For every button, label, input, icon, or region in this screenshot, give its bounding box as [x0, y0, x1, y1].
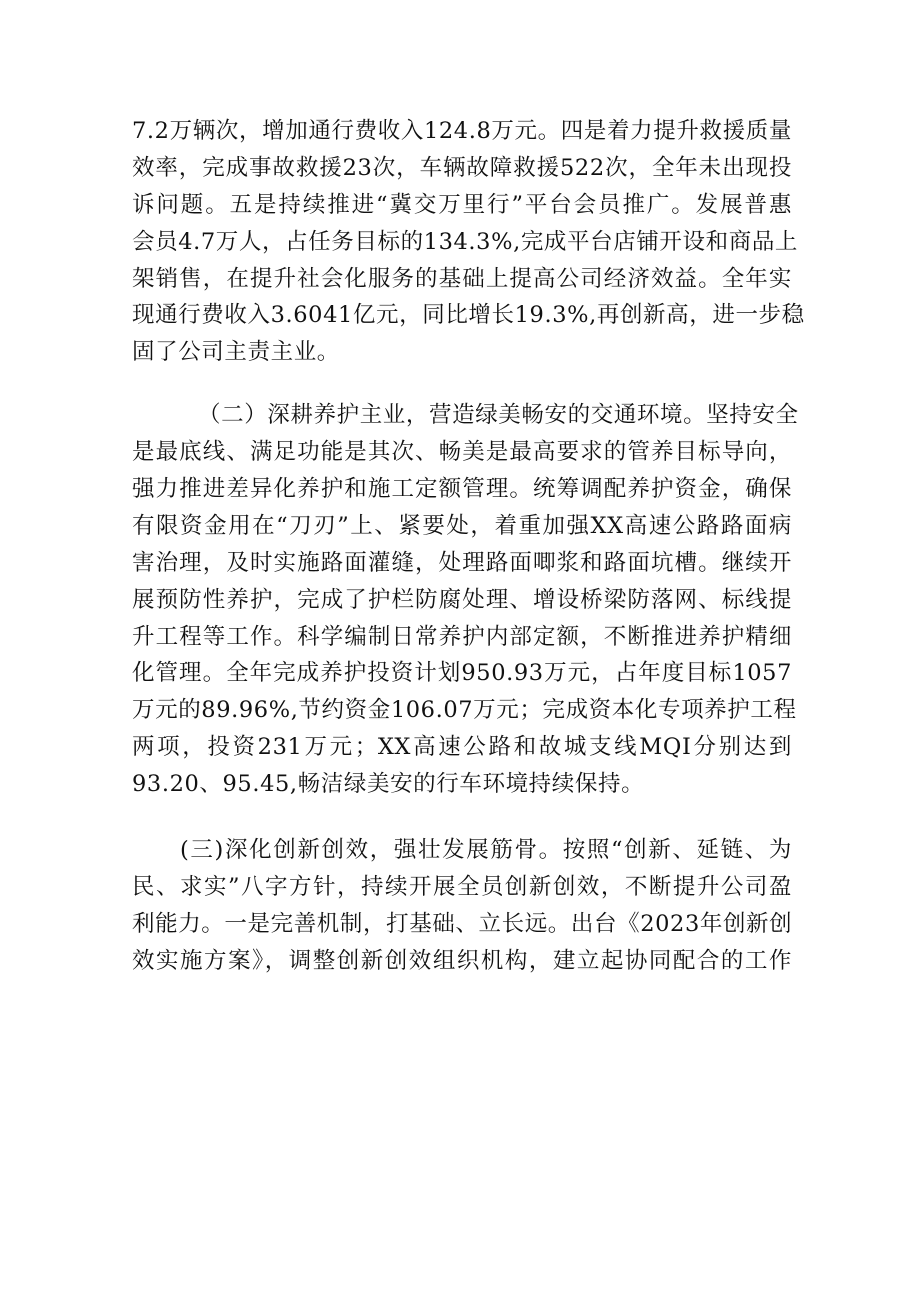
- paragraph-line: 7.2万辆次，增加通行费收入124.8万元。四是着力提升救援质量: [132, 118, 792, 144]
- paragraph-line: 化管理。全年完成养护投资计划950.93万元，占年度目标1057: [132, 660, 792, 687]
- paragraph-line: 是最底线、满足功能是其次、畅美是最高要求的管养目标导向，: [132, 439, 792, 466]
- paragraph-heading-line: （二）深耕养护主业，营造绿美畅安的交通环境。坚持安全: [198, 402, 799, 429]
- paragraph-line: 有限资金用在“刀刃”上、紧要处，着重加强XX高速公路路面病: [132, 512, 792, 539]
- paragraph-line: 万元的89.96%,节约资金106.07万元；完成资本化专项养护工程: [132, 697, 797, 724]
- paragraph-line: 架销售，在提升社会化服务的基础上提高公司经济效益。全年实: [132, 265, 792, 292]
- paragraph-innovation: [132, 832, 792, 980]
- paragraph-line: 现通行费收入3.6041亿元，同比增长19.3%,再创新高，进一步稳: [132, 302, 805, 329]
- paragraph-line: 两项，投资231万元；XX高速公路和故城支线MQI分别达到: [132, 734, 792, 761]
- paragraph-line: 利能力。一是完善机制，打基础、立长远。出台《2023年创新创: [132, 910, 793, 937]
- paragraph-line: 93.20、95.45,畅洁绿美安的行车环境持续保持。: [132, 771, 645, 798]
- paragraph-line: 升工程等工作。科学编制日常养护内部定额，不断推进养护精细: [132, 623, 792, 650]
- paragraph-line: 强力推进差异化养护和施工定额管理。统筹调配养护资金，确保: [132, 476, 792, 503]
- paragraph-line: 会员4.7万人，占任务目标的134.3%,完成平台店铺开设和商品上: [132, 228, 799, 255]
- paragraph-maintenance-revenue: [132, 113, 805, 371]
- paragraph-line: 固了公司主责主业。: [132, 339, 340, 366]
- document-body: [132, 113, 805, 980]
- paragraph-line: 展预防性养护，完成了护栏防腐处理、增设桥梁防落网、标线提: [132, 586, 792, 613]
- paragraph-heading-line: (三)深化创新创效，强壮发展筋骨。按照“创新、延链、为: [180, 837, 792, 864]
- paragraph-road-maintenance: [132, 397, 799, 803]
- paragraph-line: 诉问题。五是持续推进“冀交万里行”平台会员推广。发展普惠: [132, 191, 792, 218]
- paragraph-line: 效实施方案》，调整创新创效组织机构，建立起协同配合的工作: [132, 947, 792, 974]
- paragraph-line: 民、求实”八字方针，持续开展全员创新创效，不断提升公司盈: [132, 873, 792, 900]
- paragraph-line: 效率，完成事故救援23次，车辆故障救援522次，全年未出现投: [132, 154, 792, 181]
- paragraph-line: 害治理，及时实施路面灌缝，处理路面唧浆和路面坑槽。继续开: [132, 549, 792, 576]
